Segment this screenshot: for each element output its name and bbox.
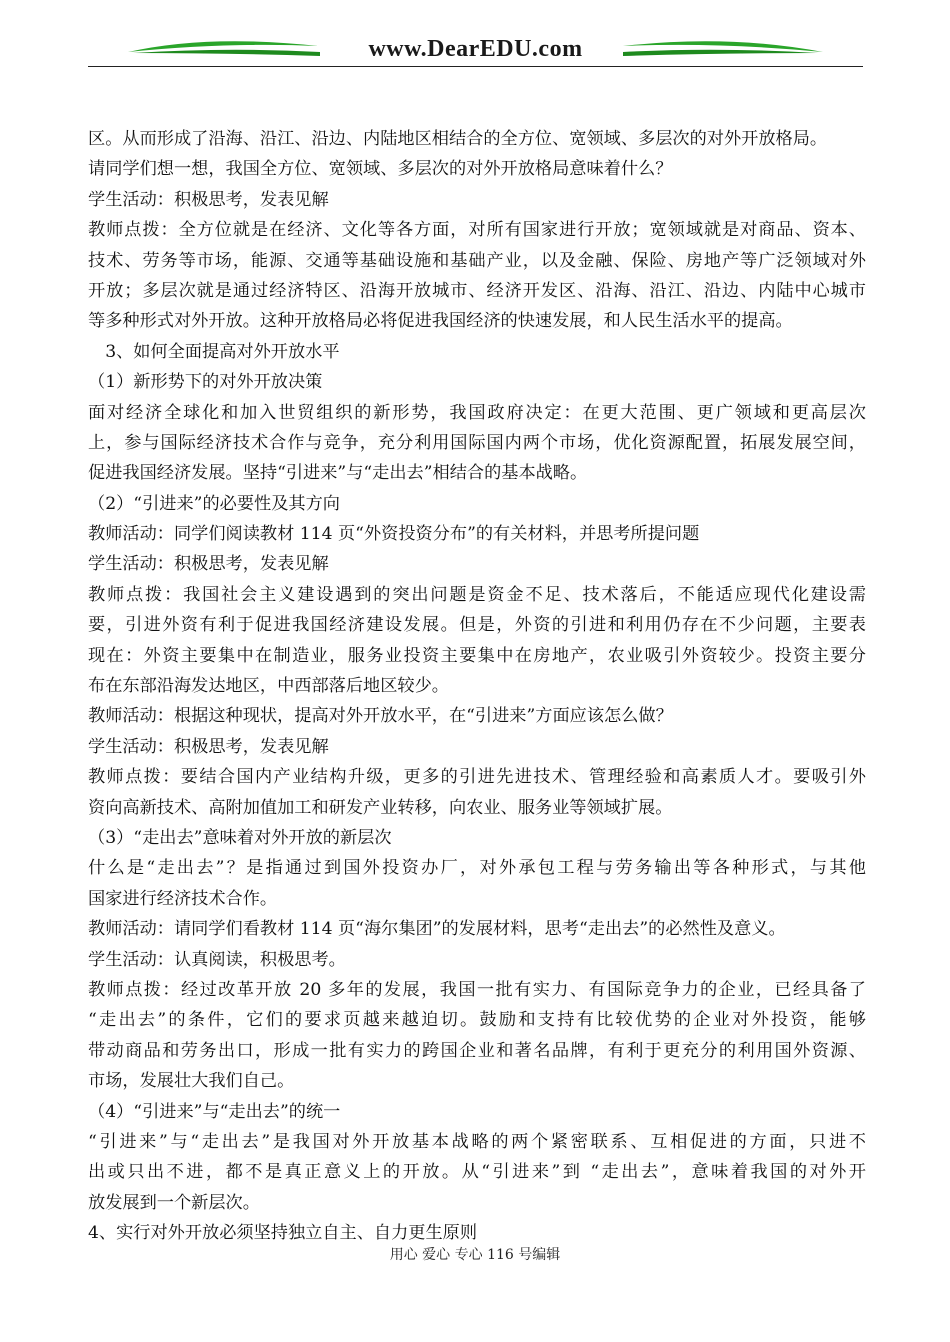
page-footer: 用心 爱心 专心 116 号编辑	[389, 1247, 561, 1263]
text-line: “引进来”与“走出去”是我国对外开放基本战略的两个紧密联系、互相促进的方面，只进不	[88, 1131, 866, 1152]
text-line: “走出去”的条件，它们的要求页越来越迫切。鼓励和支持有比较优势的企业对外投资，能够	[88, 1010, 866, 1031]
text-line: 教师点拨：经过改革开放 20 多年的发展，我国一批有实力、有国际竞争力的企业，已经具备了	[88, 979, 866, 1000]
text-line: 学生活动：积极思考，发表见解	[88, 554, 329, 575]
text-line: 学生活动：积极思考，发表见解	[88, 189, 329, 210]
text-line: 放发展到一个新层次。	[88, 1192, 260, 1213]
text-line: （3）“走出去”意味着对外开放的新层次	[88, 827, 392, 848]
text-line: （1）新形势下的对外开放决策	[88, 372, 323, 393]
text-line: 技术、劳务等市场，能源、交通等基础设施和基础产业，以及金融、保险、房地产等广泛领域对外	[88, 250, 866, 271]
text-line: 带动商品和劳务出口，形成一批有实力的跨国企业和著名品牌，有利于更充分的利用国外资源、	[88, 1040, 866, 1061]
text-line: 布在东部沿海发达地区，中西部落后地区较少。	[88, 676, 449, 697]
text-line: 出或只出不进，都不是真正意义上的开放。从“引进来”到 “走出去”，意味着我国的对外开	[88, 1162, 866, 1183]
text-line: 等多种形式对外开放。这种开放格局必将促进我国经济的快速发展，和人民生活水平的提高。	[88, 311, 793, 332]
text-line: 学生活动：积极思考，发表见解	[88, 736, 329, 757]
text-line: 现在：外资主要集中在制造业，服务业投资主要集中在房地产，农业吸引外资较少。投资主要分	[88, 645, 866, 666]
page-header	[88, 28, 863, 70]
text-line: 市场，发展壮大我们自己。	[88, 1071, 295, 1092]
document-body	[88, 124, 866, 1248]
text-line: 促进我国经济发展。坚持“引进来”与“走出去”相结合的基本战略。	[88, 463, 588, 484]
text-line: 要，引进外资有利于促进我国经济建设发展。但是，外资的引进和利用仍存在不少问题，主要表	[88, 615, 866, 636]
text-line: 开放；多层次就是通过经济特区、沿海开放城市、经济开发区、沿海、沿江、沿边、内陆中心城市	[88, 280, 866, 301]
text-line: 区。从而形成了沿海、沿江、沿边、内陆地区相结合的全方位、宽领域、多层次的对外开放格局。	[88, 129, 828, 149]
text-line: 4、实行对外开放必须坚持独立自主、自力更生原则	[88, 1223, 478, 1244]
text-line: 什么是“走出去”？是指通过到国外投资办厂，对外承包工程与劳务输出等各种形式，与其他	[88, 858, 866, 879]
site-logo-text: www.DearEDU.com	[368, 36, 583, 62]
header-divider	[88, 66, 863, 67]
text-line: 教师活动：请同学们看教材 114 页“海尔集团”的发展材料，思考“走出去”的必然性及意义。	[88, 919, 786, 940]
text-line: 教师点拨：我国社会主义建设遇到的突出问题是资金不足、技术落后，不能适应现代化建设需	[88, 584, 866, 605]
text-line: 教师点拨：全方位就是在经济、文化等各方面，对所有国家进行开放；宽领域就是对商品、资本、	[88, 220, 866, 241]
text-line: 教师活动：同学们阅读教材 114 页“外资投资分布”的有关材料，并思考所提问题	[88, 524, 700, 545]
text-line: 请同学们想一想，我国全方位、宽领域、多层次的对外开放格局意味着什么？	[88, 159, 673, 180]
text-line: 资向高新技术、高附加值加工和研发产业转移，向农业、服务业等领域扩展。	[88, 797, 673, 818]
text-line: 上，参与国际经济技术合作与竞争，充分利用国际国内两个市场，优化资源配置，拓展发展空间，	[88, 432, 866, 453]
text-line: （2）“引进来”的必要性及其方向	[88, 493, 340, 514]
text-line: 国家进行经济技术合作。	[88, 888, 278, 909]
text-line: 3、如何全面提高对外开放水平	[88, 341, 340, 362]
text-line: 教师活动：根据这种现状，提高对外开放水平，在“引进来”方面应该怎么做？	[88, 706, 673, 727]
text-line: 面对经济全球化和加入世贸组织的新形势，我国政府决定：在更大范围、更广领域和更高层次	[88, 402, 866, 423]
text-line: 教师点拨：要结合国内产业结构升级，更多的引进先进技术、管理经验和高素质人才。要吸引外	[88, 767, 866, 788]
text-line: （4）“引进来”与“走出去”的统一	[88, 1101, 341, 1122]
text-line: 学生活动：认真阅读，积极思考。	[88, 949, 346, 970]
